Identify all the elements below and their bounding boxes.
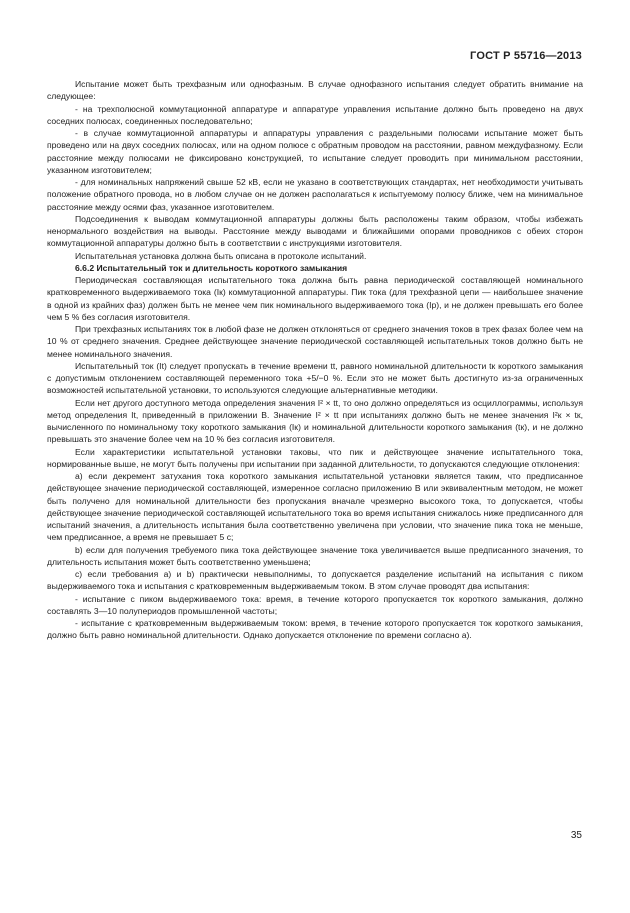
paragraph: b) если для получения требуемого пика тока действующее значение тока увеличивается выше предписанного значения, то длительность испытания может быть соответственно уменьшена; xyxy=(47,544,583,567)
paragraph: c) если требования а) и b) практически невыполнимы, то допускается разделение испытаний на испытания с пиком выдерживаемого тока и испытания с кратковременным выдерживаемым током. В этом случае проводят два испытания: xyxy=(47,569,583,592)
paragraph: - на трехполюсной коммутационной аппаратуре и аппаратуре управления испытание должно быть проведено на двух соседних полюсах, соединенных последовательно; xyxy=(47,103,583,126)
paragraph: Испытательный ток (It) следует пропускать в течение времени tt, равного номинальной длительности tк короткого замыкания с допустимым отклонением составляющей переменного тока +5/−0 %. Если это не может быть достигнуто из-за ограниченных возможностей испытательной установки, то используются следующие альтернативные методики. xyxy=(47,360,583,396)
paragraph: Периодическая составляющая испытательного тока должна быть равна периодической составляющей номинального кратковременного выдерживаемого тока (Iк) коммутационной аппаратуры. Пик тока (для трехфазной цепи — наибольшее значение в одной из крайних фаз) должен быть не менее чем пик номинального выдерживаемого тока (Iр), и не должен превышать его более чем 5 % без согласия изготовителя. xyxy=(47,275,583,322)
document-body xyxy=(47,78,583,642)
page-number: 35 xyxy=(570,830,582,841)
paragraph: Испытательная установка должна быть описана в протоколе испытаний. xyxy=(75,250,367,261)
paragraph: - испытание с пиком выдерживаемого тока: время, в течение которого пропускается ток короткого замыкания, должно составлять 3—10 полупериодов промышленной частоты; xyxy=(47,593,583,616)
document-standard-header: ГОСТ Р 55716—2013 xyxy=(470,50,582,62)
paragraph: - испытание с кратковременным выдерживаемым током: время, в течение которого пропускается ток короткого замыкания, должно быть равно номинальной длительности. Однако допускается отклонение по времени согласно а). xyxy=(47,618,583,641)
paragraph: а) если декремент затухания тока короткого замыкания испытательной установки является таким, что предписанное действующее значение периодической составляющей, измеренное согласно приложению В или эквивалентным методом, не может быть получено для номинальной длительности без пропускания вначале чрезмерно высокого тока, то допускается, чтобы действующее значение периодической составляющей испытательного тока во время испытания снижалось ниже предписанного для испытаний значения, а длительность испытания была соответственно увеличена при условии, что значение пика тока не меньше, чем предписанное, а время не превышает 5 с; xyxy=(47,471,583,543)
paragraph: При трехфазных испытаниях ток в любой фазе не должен отклоняться от среднего значения токов в трех фазах более чем на 10 % от среднего значения. Среднее действующее значение периодической составляющей испытательных токов должно быть не менее номинального значения. xyxy=(47,324,583,359)
paragraph: - для номинальных напряжений свыше 52 кВ, если не указано в соответствующих стандартах, нет необходимости учитывать положение обратного провода, но в любом случае он не должен располагаться к испытуемому полюсу ближе, чем на минимальное расстояние между осями фаз, указанное изготовителем. xyxy=(47,177,583,212)
paragraph: Подсоединения к выводам коммутационной аппаратуры должны быть расположены таким образом, чтобы избежать ненормального воздействия на выводы. Расстояние между выводами и ближайшими опорами проводников с обеих сторон коммутационной аппаратуры должно быть в соответствии с инструкциями изготовителя. xyxy=(47,213,583,249)
section-heading: 6.6.2 Испытательный ток и длительность короткого замыкания xyxy=(75,262,348,273)
paragraph: Испытание может быть трехфазным или однофазным. В случае однофазного испытания следует обратить внимание на следующее: xyxy=(47,79,583,102)
paragraph: - в случае коммутационной аппаратуры и аппаратуры управления с раздельными полюсами испытание может быть проведено или на двух соседних полюсах, или на одном полюсе с обратным проводом на расстоянии, равном междуфазному. Если расстояние между полюсами не фиксировано конструкцией, то испытание следует проводить при минимальном расстоянии, указанном изготовителем; xyxy=(47,128,583,175)
paragraph: Если характеристики испытательной установки таковы, что пик и действующее значение испытательного тока, нормированные выше, не могут быть получены при испытании при заданной длительности, то допускаются следующие отклонения: xyxy=(47,446,583,469)
paragraph: Если нет другого доступного метода определения значения I² × tt, то оно должно определяться из осциллограммы, используя метод определения It, приведенный в приложении В. Значение I² × tt при испытаниях должно быть не менее значения I²к × tк, вычисленного по номинальному току короткого замыкания (Iк) и номинальной длительности короткого замыкания (tк), и не должно превышать это значение более чем на 10 % без согласия изготовителя. xyxy=(47,397,583,445)
